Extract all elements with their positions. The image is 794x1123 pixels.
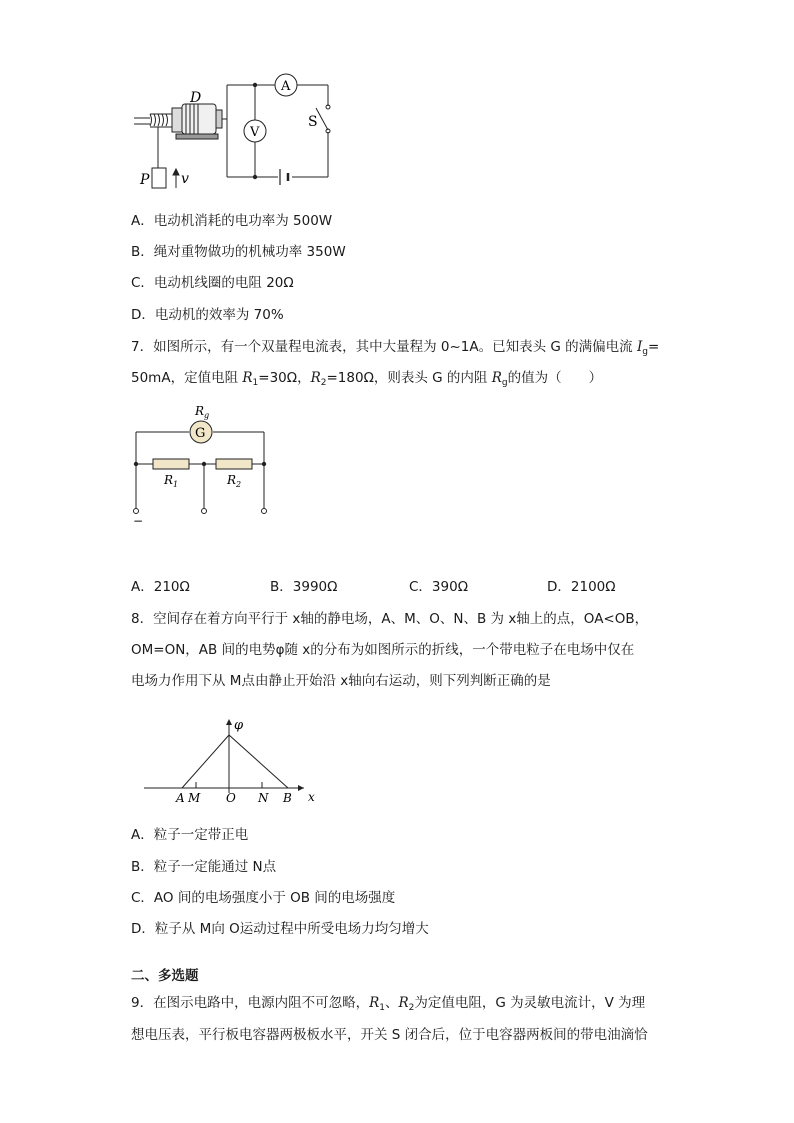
battery-icon: [280, 169, 288, 185]
q8-option-b: B．粒子一定能通过 N点: [131, 859, 277, 875]
minus-sign: −: [133, 514, 144, 528]
voltmeter-label: V: [250, 125, 260, 140]
q9-text: 、: [385, 995, 399, 1011]
var-R2: R: [310, 370, 321, 386]
var-R1: R: [242, 370, 253, 386]
q7-text: 7．如图所示，有一个双量程电流表，其中大量程为 0~1A。已知表头 G 的满偏电流: [131, 339, 637, 355]
section-title-multiple-choice: 二、多选题: [131, 968, 199, 984]
q9-text: 9．在图示电路中，电源内阻不可忽略，: [131, 995, 370, 1011]
q7-option-d: D．2100Ω: [547, 579, 616, 595]
q8-option-c: C．AO 间的电场强度小于 OB 间的电场强度: [131, 890, 396, 906]
q8-option-a: A．粒子一定带正电: [131, 827, 249, 843]
winch-spring: [134, 114, 172, 127]
q7-text: =180Ω，则表头 G 的内阻: [326, 370, 492, 386]
q6-option-c: C．电动机线圈的电阻 20Ω: [131, 275, 294, 291]
q8-stem-line2: OM=ON，AB 间的电势φ随 x的分布为如图所示的折线，一个带电粒子在电场中仅在: [131, 642, 635, 658]
weight-label: P: [140, 172, 150, 188]
point-M-label: M: [188, 791, 201, 805]
q7-text: =30Ω，: [258, 370, 311, 386]
var-R2-sub: 2: [408, 1003, 415, 1013]
galvanometer-label: G: [195, 426, 206, 441]
x-axis-label: x: [308, 790, 315, 804]
q9-stem-line2: 想电压表，平行板电容器两极板水平，开关 S 闭合后，位于电容器两板间的带电油滴恰: [131, 1027, 648, 1043]
point-N-label: N: [258, 791, 269, 805]
motor-D: [172, 104, 222, 139]
point-O-label: O: [226, 791, 236, 805]
velocity-label: v: [181, 171, 189, 187]
label-R1: $R_1$: [164, 473, 179, 489]
velocity-arrow-icon: [173, 169, 179, 188]
resistor-R1: [153, 459, 189, 469]
ammeter-label: A: [281, 79, 291, 94]
point-A-label: A: [176, 791, 185, 805]
ammeter-circuit-figure: [128, 398, 278, 528]
var-R1: R: [369, 995, 380, 1011]
phi-label: φ: [234, 718, 244, 733]
var-R2: R: [398, 995, 409, 1011]
q9-stem-line1: [131, 993, 645, 1018]
q6-option-b: B．绳对重物做功的机械功率 350W: [131, 244, 346, 260]
q7-stem-line1: [131, 337, 659, 362]
q8-stem-line3: 电场力作用下从 M点由静止开始沿 x轴向右运动，则下列判断正确的是: [131, 673, 551, 689]
potential-graph: [140, 713, 330, 808]
q8-stem-line1: 8．空间存在着方向平行于 x轴的静电场，A、M、O、N、B 为 x轴上的点，OA<OB，: [131, 611, 649, 627]
terminal-right: [262, 509, 267, 514]
q6-option-d: D．电动机的效率为 70%: [131, 307, 284, 323]
var-R1-sub: 1: [252, 378, 259, 388]
resistor-R2: [216, 459, 252, 469]
terminal-minus: [134, 509, 139, 514]
var-Rg-sub: g: [501, 378, 508, 388]
circuit-wires: [222, 85, 328, 177]
q8-option-d: D．粒子从 M向 O运动过程中所受电场力均匀增大: [131, 921, 429, 937]
q7-text: 的值为（ ）: [507, 370, 603, 386]
label-R2: $R_2$: [227, 473, 242, 489]
var-R2-sub: 2: [320, 378, 327, 388]
var-Ig-sub: g: [642, 347, 649, 357]
var-R1-sub: 1: [379, 1003, 385, 1013]
label-Rg: $R_g$: [195, 404, 210, 420]
motor-circuit-figure: [130, 70, 340, 195]
switch-label: S: [308, 114, 318, 130]
q6-option-a: A．电动机消耗的电功率为 500W: [131, 213, 333, 229]
motor-label: D: [190, 90, 202, 106]
point-B-label: B: [283, 791, 292, 805]
q7-option-b: B．3990Ω: [270, 579, 338, 595]
q7-stem-line2: [131, 368, 602, 393]
weight-P: [152, 168, 166, 188]
q9-text: 为定值电阻，G 为灵敏电流计，V 为理: [414, 995, 646, 1011]
q7-text: =: [648, 339, 660, 355]
var-Rg: R: [491, 370, 502, 386]
terminal-mid: [202, 509, 207, 514]
q7-option-a: A．210Ω: [131, 579, 190, 595]
q7-text: 50mA，定值电阻: [131, 370, 243, 386]
q7-option-c: C．390Ω: [409, 579, 469, 595]
var-Ig: I: [636, 339, 643, 355]
potential-line: [182, 735, 288, 788]
